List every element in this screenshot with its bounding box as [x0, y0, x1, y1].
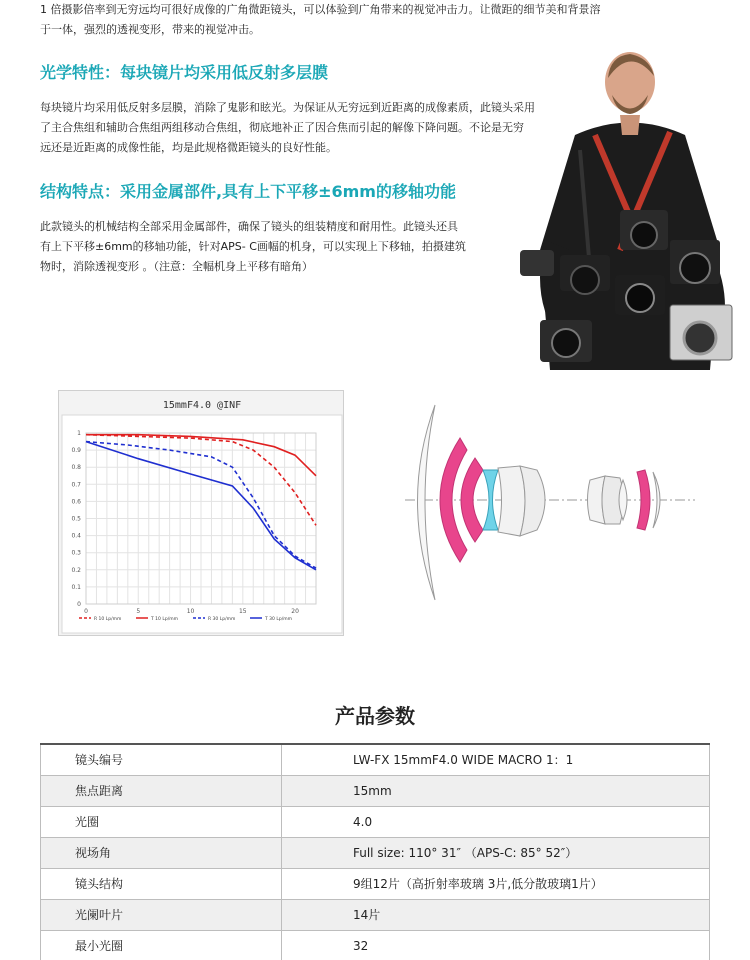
- y-tick-label: 0.3: [71, 549, 81, 557]
- x-tick-label: 15: [238, 608, 247, 615]
- intro-text: 1 倍摄影倍率到无穷远均可很好成像的广角微距镜头，可以体验到广角带来的视觉冲击力。让微距的细节美和背景溶 于一体，强烈的透视变形，带来的视觉冲击。: [40, 3, 601, 36]
- optical-features-heading: 光学特性：每块镜片均采用低反射多层膜: [40, 63, 329, 82]
- chart-title: 15mmF4.0 @INF: [162, 400, 242, 411]
- param-row: [41, 930, 710, 960]
- legend-label: T 30 Lp/mm: [265, 617, 292, 622]
- param-value: LW-FX 15mmF4.0 WIDE MACRO 1：1: [282, 744, 710, 775]
- y-tick-label: 0.9: [71, 447, 81, 455]
- lens-element-pink-3: [637, 470, 650, 530]
- x-tick-label: 10: [186, 608, 195, 615]
- photographer-photo: [520, 40, 740, 380]
- structure-heading: 结构特点：采用金属部件,具有上下平移±6mm的移轴功能: [40, 182, 456, 201]
- lens-construction-diagram: [405, 400, 695, 610]
- y-tick-label: 0: [77, 601, 81, 608]
- mtf-chart: [58, 390, 344, 636]
- y-tick-label: 0.2: [71, 566, 81, 574]
- param-key: 镜头编号: [41, 744, 282, 775]
- optical-features-text: 每块镜片均采用低反射多层膜，消除了鬼影和眩光。为保证从无穷远到近距离的成像素质，此镜头采用 了主合焦组和辅助合焦组两组移动合焦组，彻底地补正了因合焦而引起的解像下降问题。不论是无穷 远还是近距离的成像性能，均是此规格微距镜头的良好性能。: [40, 101, 535, 154]
- mtf-chart-svg: [59, 391, 345, 637]
- x-tick-label: 0: [84, 608, 88, 615]
- param-value: 4.0: [282, 806, 710, 837]
- param-value: 32: [282, 930, 710, 960]
- param-row: [41, 775, 710, 806]
- y-tick-label: 0.6: [71, 498, 81, 506]
- param-key: 焦点距离: [41, 775, 282, 806]
- legend-label: R 10 Lp/mm: [94, 617, 122, 622]
- legend-label: R 30 Lp/mm: [208, 617, 236, 622]
- param-value: Full size: 110° 31″ （APS-C: 85° 52″）: [282, 837, 710, 868]
- param-value: 9组12片（高折射率玻璃 3片,低分散玻璃1片）: [282, 868, 710, 899]
- param-key: 最小光圈: [41, 930, 282, 960]
- param-row: [41, 899, 710, 930]
- x-tick-label: 20: [291, 608, 299, 615]
- y-tick-label: 0.7: [71, 481, 81, 489]
- param-key: 光阑叶片: [41, 899, 282, 930]
- y-tick-label: 0.5: [71, 515, 81, 523]
- param-key: 视场角: [41, 837, 282, 868]
- y-tick-label: 1: [77, 430, 81, 437]
- y-tick-label: 0.1: [71, 583, 81, 591]
- param-row: [41, 806, 710, 837]
- param-row: [41, 868, 710, 899]
- params-title: 产品参数: [335, 704, 415, 728]
- y-tick-label: 0.8: [71, 464, 81, 472]
- param-key: 光圈: [41, 806, 282, 837]
- param-value: 15mm: [282, 775, 710, 806]
- params-table: [40, 743, 710, 960]
- legend-label: T 10 Lp/mm: [151, 617, 178, 622]
- param-row: [41, 744, 710, 775]
- structure-text: 此款镜头的机械结构全部采用金属部件，确保了镜头的组装精度和耐用性。此镜头还具 有上下平移±6mm的移轴功能，针对APS- C画幅的机身，可以实现上下移轴，拍摄建筑 物时，消除透视变形 。（注意：全幅机身上平移有暗角）: [40, 220, 466, 273]
- param-row: [41, 837, 710, 868]
- param-value: 14片: [282, 899, 710, 930]
- y-tick-label: 0.4: [71, 532, 81, 540]
- x-tick-label: 5: [136, 608, 141, 615]
- param-key: 镜头结构: [41, 868, 282, 899]
